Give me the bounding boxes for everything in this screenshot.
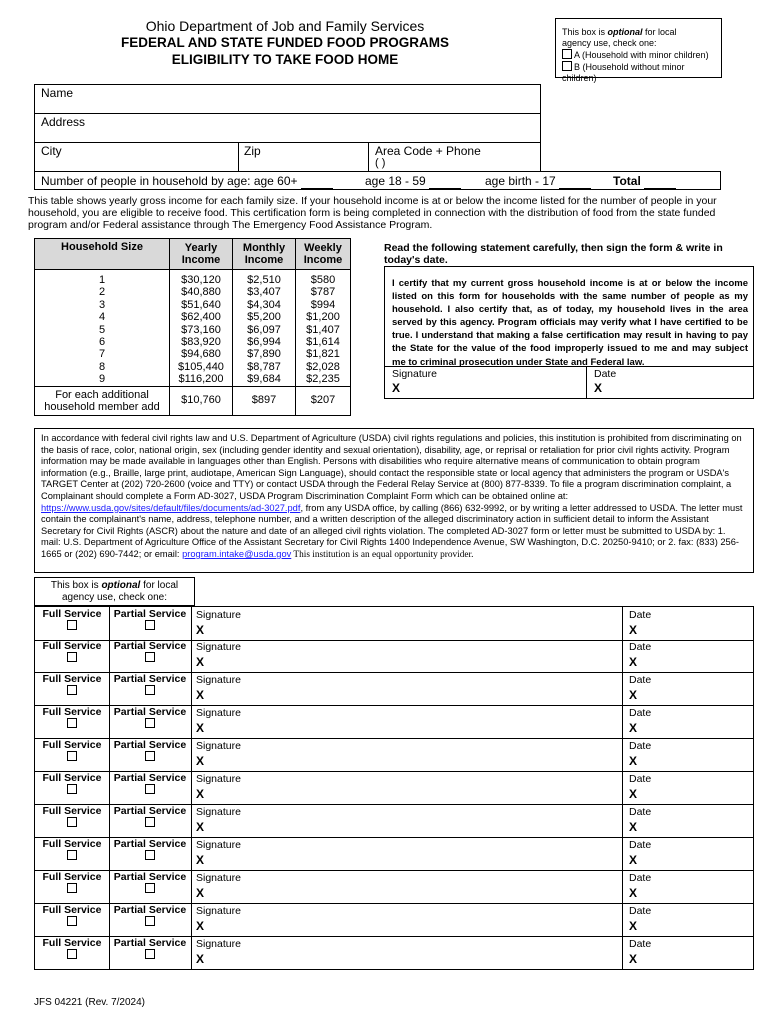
signature-field[interactable]: X <box>196 919 205 933</box>
table-cell: $94,680 <box>170 348 233 360</box>
date-label: Date <box>629 707 652 719</box>
date-field[interactable]: X <box>629 952 638 966</box>
opt-text-line2: agency use, check one: <box>562 38 657 48</box>
full-service-option[interactable]: Full Service <box>34 837 110 870</box>
cert-date-x[interactable]: X <box>594 381 603 395</box>
cert-signature-label: Signature <box>392 368 437 380</box>
signature-row <box>34 639 754 673</box>
full-service-option[interactable]: Full Service <box>34 738 110 771</box>
full-service-checkbox[interactable] <box>67 652 77 662</box>
income-table <box>34 238 351 416</box>
table-cell: $897 <box>233 386 296 415</box>
table-row <box>35 311 351 323</box>
partial-service-option[interactable]: Partial Service <box>109 870 192 903</box>
partial-service-checkbox[interactable] <box>145 685 155 695</box>
table-cell: 1 <box>35 270 170 287</box>
full-service-option[interactable]: Full Service <box>34 639 110 672</box>
table-cell: $3,407 <box>233 286 296 298</box>
option-b-checkbox[interactable] <box>562 61 572 71</box>
signature-row <box>34 870 754 904</box>
full-service-option[interactable]: Full Service <box>34 607 110 640</box>
date-field[interactable]: X <box>629 853 638 867</box>
signature-row <box>34 771 754 805</box>
table-row <box>35 361 351 373</box>
certification-text: I certify that my current gross household income is at or below the income listed on this form for households with the same number of people as my household. I also certify that, as of today, my household lives in the area served by this agency. Program officials may verify what I have certified to be true. I understand that making a false certification may result in having to pay the State for the value of the food improperly issued to me and may subject me to criminal prosecution under State and Federal law. <box>392 278 748 368</box>
age18-input[interactable] <box>429 174 461 189</box>
date-label: Date <box>629 872 652 884</box>
signature-label: Signature <box>196 839 241 851</box>
signature-field[interactable]: X <box>196 886 205 900</box>
signature-label: Signature <box>196 674 241 686</box>
date-field[interactable]: X <box>629 820 638 834</box>
date-field[interactable]: X <box>629 721 638 735</box>
date-field[interactable]: X <box>629 655 638 669</box>
full-service-option[interactable]: Full Service <box>34 936 110 969</box>
partial-service-option[interactable]: Partial Service <box>109 639 192 672</box>
table-cell: $2,235 <box>296 373 351 386</box>
signature-row <box>34 804 754 838</box>
signature-row <box>34 837 754 871</box>
date-label: Date <box>629 773 652 785</box>
partial-service-option[interactable]: Partial Service <box>109 837 192 870</box>
table-cell: $994 <box>296 299 351 311</box>
full-service-checkbox[interactable] <box>67 883 77 893</box>
age18-label: age 18 - 59 <box>365 174 426 188</box>
table-cell: $2,510 <box>233 270 296 287</box>
full-service-checkbox[interactable] <box>67 718 77 728</box>
partial-service-checkbox[interactable] <box>145 850 155 860</box>
table-cell: $6,994 <box>233 336 296 348</box>
table-cell: 8 <box>35 361 170 373</box>
signature-label: Signature <box>196 806 241 818</box>
date-label: Date <box>629 806 652 818</box>
table-cell: $105,440 <box>170 361 233 373</box>
opt-text-post: for local <box>642 27 677 37</box>
signature-label: Signature <box>196 707 241 719</box>
table-cell: $10,760 <box>170 386 233 415</box>
signature-field[interactable]: X <box>196 853 205 867</box>
table-cell: $787 <box>296 286 351 298</box>
full-service-checkbox[interactable] <box>67 817 77 827</box>
table-cell: $4,304 <box>233 299 296 311</box>
table-cell: 9 <box>35 373 170 386</box>
date-label: Date <box>629 609 652 621</box>
col-yearly: Yearly Income <box>170 239 233 270</box>
signature-field[interactable]: X <box>196 688 205 702</box>
col-weekly: Weekly Income <box>296 239 351 270</box>
partial-service-option[interactable]: Partial Service <box>109 771 192 804</box>
table-row <box>35 348 351 360</box>
age60-input[interactable] <box>301 174 333 189</box>
city-field[interactable]: City <box>41 144 62 158</box>
table-cell: $30,120 <box>170 270 233 287</box>
partial-service-checkbox[interactable] <box>145 718 155 728</box>
full-service-option[interactable]: Full Service <box>34 705 110 738</box>
option-a-checkbox[interactable] <box>562 49 572 59</box>
signature-field[interactable]: X <box>196 820 205 834</box>
partial-service-option[interactable]: Partial Service <box>109 804 192 837</box>
table-cell: $7,890 <box>233 348 296 360</box>
signature-field[interactable]: X <box>196 721 205 735</box>
table-cell: $8,787 <box>233 361 296 373</box>
signature-field[interactable]: X <box>196 754 205 768</box>
form-title-line2: ELIGIBILITY TO TAKE FOOD HOME <box>171 52 399 67</box>
date-field[interactable]: X <box>629 919 638 933</box>
date-field[interactable]: X <box>629 688 638 702</box>
partial-service-checkbox[interactable] <box>145 949 155 959</box>
signature-label: Signature <box>196 609 241 621</box>
full-service-checkbox[interactable] <box>67 850 77 860</box>
date-label: Date <box>629 839 652 851</box>
signature-label: Signature <box>196 641 241 653</box>
signature-label: Signature <box>196 938 241 950</box>
signature-label: Signature <box>196 872 241 884</box>
full-service-option[interactable]: Full Service <box>34 672 110 705</box>
birth-input[interactable] <box>559 174 591 189</box>
table-row <box>35 373 351 386</box>
signature-field[interactable]: X <box>196 655 205 669</box>
date-label: Date <box>629 674 652 686</box>
cert-signature-x[interactable]: X <box>392 381 401 395</box>
signature-field[interactable]: X <box>196 623 205 637</box>
partial-service-checkbox[interactable] <box>145 751 155 761</box>
table-cell: $73,160 <box>170 324 233 336</box>
full-service-checkbox[interactable] <box>67 949 77 959</box>
table-cell: $6,097 <box>233 324 296 336</box>
opt-text-em: optional <box>607 27 643 37</box>
option-a-label: A (Household with minor children) <box>574 50 709 60</box>
signature-row <box>34 738 754 772</box>
table-cell: $62,400 <box>170 311 233 323</box>
table-cell: 5 <box>35 324 170 336</box>
zip-field[interactable]: Zip <box>244 144 261 158</box>
date-field[interactable]: X <box>629 886 638 900</box>
signature-row <box>34 672 754 706</box>
date-field[interactable]: X <box>629 623 638 637</box>
signature-row <box>34 936 754 970</box>
civil-rights-statement: In accordance with federal civil rights law and U.S. Department of Agriculture (USDA) civil rights regulations and policies, this institution is prohibited from discriminating on the basis of race, color, national origin, sex (including gender identity and sexual orientation), disability, age, or reprisal or retaliation for prior civil rights activity. Program information may be made available in languages other than English. Persons with disabilities who require alternative means of communication to obtain program information (e.g., Braille, large print, audiotape, American Sign Language), should contact the responsible state or local agency that administers the program or USDA's TARGET Center at (202) 720-2600 (voice and TTY) or contact USDA through the Federal Relay Service at (800) 877-8339. To file a program discrimination complaint, a Complainant should complete a Form AD-3027, USDA Program Discrimination Complaint Form which can be obtained online at: https://www.usda.gov/sites/default/files/documents/ad-3027.pdf, from any USDA office, by calling (866) 632-9992, or by writing a letter addressed to USDA. The letter must contain the complainant's name, address, telephone number, and a written description of the alleged discriminatory action in sufficient detail to inform the Assistant Secretary for Civil Rights (ASCR) about the nature and date of an alleged civil rights violation. The completed AD-3027 form or letter must be submitted to USDA by: 1. mail: U.S. Department of Agriculture Office of the Assistant Secretary for Civil Rights 1400 Independence Avenue, SW Washington, D.C. 20250-9410; or 2. fax: (833) 256-1665 or (202) 690-7442; or email: program.intake@usda.gov This institution is an equal opportunity provider. <box>41 433 743 560</box>
full-service-option[interactable]: Full Service <box>34 804 110 837</box>
intro-text: This table shows yearly gross income for each family size. If your household income is at or below the income listed for the number of people in your household, you are eligible to receive food. This certification form is being completed in connection with the distribution of food from the state funded program and/or Federal assistance through The Emergency Food Assistance Program. <box>28 195 717 232</box>
table-cell: $40,880 <box>170 286 233 298</box>
form-number: JFS 04221 (Rev. 7/2024) <box>34 997 145 1008</box>
partial-service-option[interactable]: Partial Service <box>109 903 192 936</box>
table-row <box>35 286 351 298</box>
partial-service-checkbox[interactable] <box>145 784 155 794</box>
partial-service-checkbox[interactable] <box>145 620 155 630</box>
phone-paren: ( ) <box>375 157 386 169</box>
top-optional-box <box>555 18 722 83</box>
table-row <box>35 270 351 287</box>
partial-service-option[interactable]: Partial Service <box>109 672 192 705</box>
partial-service-checkbox[interactable] <box>145 883 155 893</box>
table-cell: $1,821 <box>296 348 351 360</box>
table-cell: $1,200 <box>296 311 351 323</box>
table-cell: $2,028 <box>296 361 351 373</box>
date-field[interactable]: X <box>629 754 638 768</box>
date-field[interactable]: X <box>629 787 638 801</box>
form-title-line1: FEDERAL AND STATE FUNDED FOOD PROGRAMS <box>120 35 449 50</box>
table-cell: 7 <box>35 348 170 360</box>
table-cell: $5,200 <box>233 311 296 323</box>
opt-text: This box is <box>562 27 608 37</box>
signature-field[interactable]: X <box>196 787 205 801</box>
date-label: Date <box>629 905 652 917</box>
birth-label: age birth - 17 <box>485 174 556 188</box>
full-service-checkbox[interactable] <box>67 916 77 926</box>
table-cell: For each additional household member add <box>35 386 170 415</box>
table-cell: $1,614 <box>296 336 351 348</box>
signature-row <box>34 903 754 937</box>
total-label: Total <box>613 174 641 188</box>
partial-service-option[interactable]: Partial Service <box>109 607 192 640</box>
agency-name: Ohio Department of Job and Family Services <box>145 18 425 34</box>
full-service-checkbox[interactable] <box>67 685 77 695</box>
name-field[interactable]: Name <box>41 86 74 100</box>
col-monthly: Monthly Income <box>233 239 296 270</box>
date-label: Date <box>629 740 652 752</box>
col-household-size: Household Size <box>35 239 170 270</box>
date-label: Date <box>629 938 652 950</box>
table-cell: 2 <box>35 286 170 298</box>
usda-email-link[interactable]: program.intake@usda.gov <box>182 548 292 559</box>
table-cell: $207 <box>296 386 351 415</box>
signature-row <box>34 606 754 641</box>
full-service-option[interactable]: Full Service <box>34 771 110 804</box>
table-cell: $116,200 <box>170 373 233 386</box>
partial-service-checkbox[interactable] <box>145 916 155 926</box>
full-service-checkbox[interactable] <box>67 751 77 761</box>
age60-label: Number of people in household by age: age 60+ <box>41 174 298 188</box>
table-row <box>35 336 351 348</box>
partial-service-option[interactable]: Partial Service <box>109 738 192 771</box>
total-input[interactable] <box>644 174 676 189</box>
table-cell: 6 <box>35 336 170 348</box>
table-cell: $1,407 <box>296 324 351 336</box>
signature-label: Signature <box>196 740 241 752</box>
partial-service-option[interactable]: Partial Service <box>109 936 192 969</box>
partial-service-checkbox[interactable] <box>145 652 155 662</box>
date-label: Date <box>629 641 652 653</box>
signature-label: Signature <box>196 773 241 785</box>
phone-field[interactable]: Area Code + Phone <box>375 144 481 158</box>
instruction-text: Read the following statement carefully, then sign the form & write in today's date. <box>384 242 723 266</box>
address-field[interactable]: Address <box>41 115 86 129</box>
table-row <box>35 324 351 336</box>
full-service-option[interactable]: Full Service <box>34 903 110 936</box>
ad3027-link[interactable]: https://www.usda.gov/sites/default/files/documents/ad-3027.pdf <box>41 502 301 513</box>
signature-field[interactable]: X <box>196 952 205 966</box>
signature-row <box>34 705 754 739</box>
cert-date-label: Date <box>594 368 617 380</box>
partial-service-option[interactable]: Partial Service <box>109 705 192 738</box>
table-cell: 4 <box>35 311 170 323</box>
table-row <box>35 299 351 311</box>
applicant-info-box <box>34 84 541 172</box>
table-cell: $580 <box>296 270 351 287</box>
full-service-checkbox[interactable] <box>67 784 77 794</box>
full-service-checkbox[interactable] <box>67 620 77 630</box>
signature-label: Signature <box>196 905 241 917</box>
table-cell: $51,640 <box>170 299 233 311</box>
option-b-label: B (Household without minor children) <box>562 62 685 83</box>
bottom-optional-box: This box is optional for local agency use, check one: <box>34 577 195 606</box>
table-cell: $83,920 <box>170 336 233 348</box>
table-cell: 3 <box>35 299 170 311</box>
table-row-additional <box>35 386 351 415</box>
partial-service-checkbox[interactable] <box>145 817 155 827</box>
table-cell: $9,684 <box>233 373 296 386</box>
full-service-option[interactable]: Full Service <box>34 870 110 903</box>
